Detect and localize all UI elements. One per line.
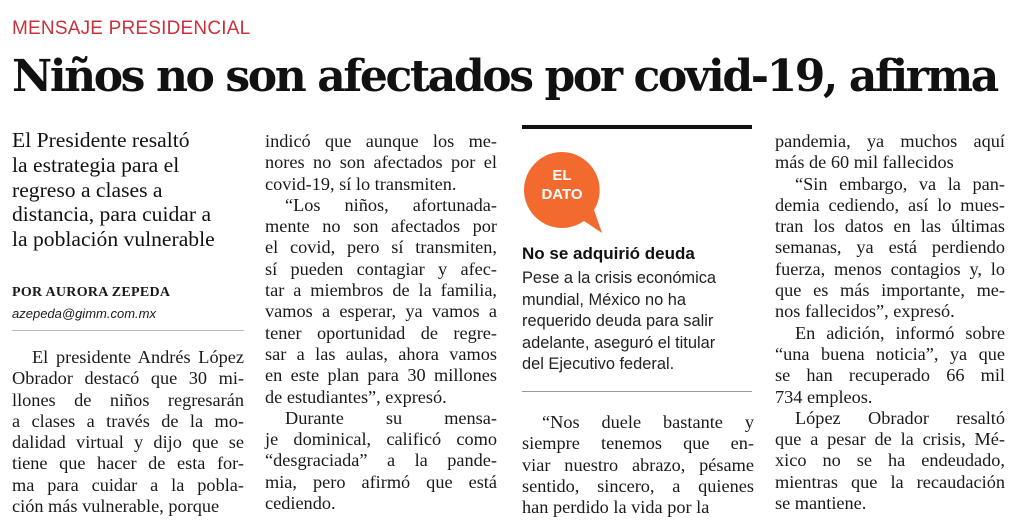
- dato-line: adelante, aseguró el titular: [522, 333, 716, 352]
- dato-badge-line: EL: [552, 167, 572, 184]
- body-line: “Los niños, afortunada-: [285, 194, 497, 215]
- body-line: se han recuperado 66 mil: [775, 365, 1005, 386]
- body-line: sar a las aulas, ahora vamos: [265, 343, 497, 364]
- dato-line: del Ejecutivo federal.: [522, 355, 675, 373]
- dato-body: [522, 268, 762, 376]
- byline: POR AURORA ZEPEDA: [12, 285, 171, 300]
- body-line: que es más importante, me-: [775, 280, 1005, 301]
- body-line: ción más vulnerable, porque: [12, 496, 220, 517]
- dato-line: mundial, México no ha: [522, 290, 686, 309]
- body-line: pandemia, ya muchos aquí: [775, 131, 1005, 151]
- body-line: Durante su mensa-: [285, 407, 497, 428]
- body-line: En adición, informó sobre: [795, 322, 1005, 343]
- summary-line: la estrategia para el: [12, 152, 180, 177]
- section-label: MENSAJE PRESIDENCIAL: [12, 18, 251, 39]
- summary-line: distancia, para cuidar a: [12, 202, 212, 227]
- body-line: ma para cuidar a la pobla-: [12, 474, 244, 495]
- body-line: indicó que aunque los me-: [265, 131, 497, 151]
- dato-badge: [522, 166, 602, 204]
- body-line: Obrador destacó que 30 mi-: [12, 368, 244, 389]
- sidebar-bottom-rule: [522, 391, 752, 392]
- sidebar-top-rule: [522, 125, 752, 129]
- body-line: el covid, pero sí transmiten,: [265, 237, 497, 258]
- body-line: mente no son afectados por: [265, 216, 497, 237]
- body-line: se mantiene.: [775, 493, 867, 514]
- body-line: viar nuestro abrazo, pésame: [522, 454, 754, 475]
- body-line: nos fallecidos”, expresó.: [775, 301, 955, 322]
- body-line: tar a miembros de la familia,: [265, 280, 497, 301]
- body-line: tiene que hacer de esta for-: [12, 453, 244, 474]
- body-line: vamos a esperar, ya vamos a: [265, 301, 497, 322]
- divider: [12, 330, 244, 331]
- body-line: demia cediendo, así lo mues-: [775, 194, 1005, 215]
- body-line: xico no se ha endeudado,: [775, 450, 1005, 471]
- summary-line: regreso a clases a: [12, 177, 163, 202]
- body-line: a clases a través de la mo-: [12, 410, 244, 431]
- body-line: López Obrador resaltó: [795, 407, 1005, 428]
- body-line: más de 60 mil fallecidos: [775, 152, 954, 173]
- body-line: llones de niños regresarán: [12, 389, 244, 410]
- body-line: mia, pero afirmó que está: [265, 471, 497, 492]
- body-line: 734 empleos.: [775, 386, 873, 407]
- dato-line: requerido deuda para salir: [522, 312, 714, 330]
- body-line: “Sin embargo, va la pan-: [795, 173, 1005, 194]
- headline: Niños no son afectados por covid-19, afirma: [12, 51, 997, 102]
- body-line: mientras que la recaudación: [775, 471, 1005, 492]
- article-column-1: [12, 347, 244, 517]
- body-line: “Nos duele bastante y: [542, 412, 754, 432]
- body-line: El presidente Andrés López: [32, 347, 244, 367]
- body-line: han perdido la vida por la: [522, 497, 710, 518]
- author-email: azepeda@gimm.com.mx: [12, 306, 156, 321]
- body-line: nores no son afectados por el: [265, 152, 497, 173]
- body-line: dalidad virtual y dijo que se: [12, 432, 244, 453]
- body-line: que a pesar de la crisis, Mé-: [775, 429, 1005, 450]
- body-line: tran los datos en las últimas: [775, 216, 1005, 237]
- body-line: cediendo.: [265, 493, 336, 514]
- body-line: tener oportunidad de regre-: [265, 322, 497, 343]
- summary-line: El Presidente resaltó: [12, 128, 190, 152]
- summary-line: la población vulnerable: [12, 227, 215, 252]
- body-line: siempre tenemos que en-: [522, 433, 754, 454]
- dato-title: No se adquirió deuda: [522, 244, 695, 263]
- body-line: covid-19, sí lo transmiten.: [265, 173, 457, 194]
- article-column-2: [265, 131, 497, 514]
- body-line: de estudiantes”, expresó.: [265, 386, 447, 407]
- dato-line: Pese a la crisis económica: [522, 269, 717, 287]
- body-line: “desgraciada” a la pande-: [265, 450, 497, 471]
- body-line: je dominical, calificó como: [265, 429, 497, 450]
- body-line: semanas, ya está perdiendo: [775, 237, 1005, 258]
- article-column-4: [775, 131, 1005, 514]
- body-line: sí pueden contagiar y afec-: [265, 258, 497, 279]
- dato-badge-line: DATO: [541, 186, 583, 203]
- article-column-3: [522, 412, 754, 518]
- body-line: fuerza, menos contagios y, lo: [775, 258, 1005, 279]
- body-line: en este plan para 30 millones: [265, 365, 497, 386]
- body-line: “una buena noticia”, ya que: [775, 343, 1005, 364]
- summary: [12, 128, 242, 252]
- body-line: sentido, sincero, a quienes: [522, 475, 754, 496]
